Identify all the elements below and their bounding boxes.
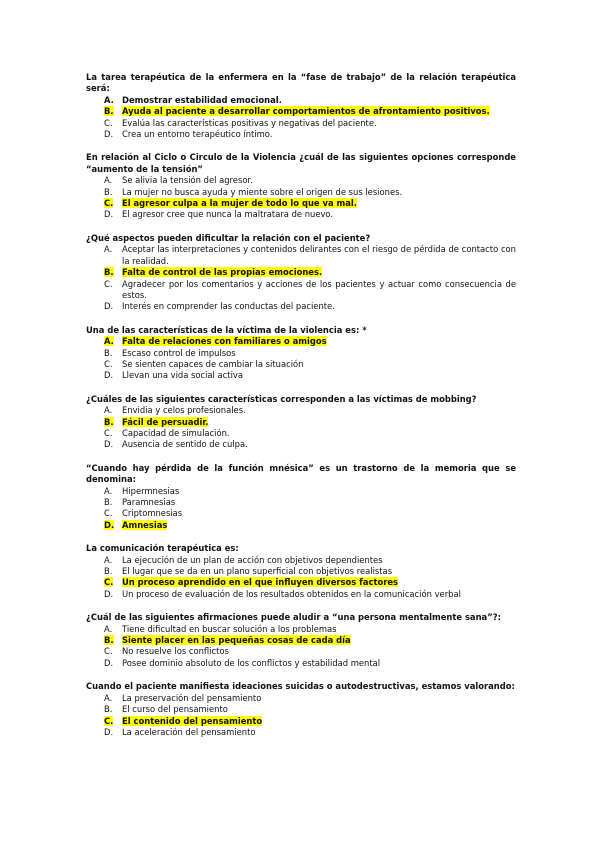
option-text — [122, 508, 516, 519]
option-letter-text: B. — [104, 497, 113, 507]
option-text-content: La mujer no busca ayuda y miente sobre el origen de sus lesiones. — [122, 186, 403, 197]
option-letter-text: C. — [104, 117, 113, 128]
answer-option-highlighted — [86, 106, 516, 117]
option-letter — [86, 635, 122, 646]
answer-option — [86, 727, 516, 738]
option-text — [122, 370, 516, 381]
answer-options — [86, 405, 516, 451]
option-letter — [86, 555, 122, 566]
option-text — [122, 129, 516, 140]
option-letter-text: B. — [104, 704, 113, 715]
option-text — [122, 428, 516, 439]
answer-options — [86, 244, 516, 312]
option-text-content: Aceptar las interpretaciones y contenidos delirantes con el riesgo de pérdida de contacto con la realidad. — [122, 244, 516, 266]
option-text-content: La aceleración del pensamiento — [122, 726, 256, 737]
answer-options — [86, 486, 516, 532]
option-text — [122, 244, 516, 267]
option-letter-text: D. — [104, 657, 114, 668]
option-text-content: Falta de control de las propias emociones. — [122, 267, 323, 278]
option-text — [122, 693, 516, 704]
option-letter — [86, 727, 122, 738]
option-letter — [86, 704, 122, 715]
option-text — [122, 658, 516, 669]
answer-option — [86, 405, 516, 416]
option-letter — [86, 175, 122, 186]
answer-option-highlighted — [86, 635, 516, 646]
option-text — [122, 497, 516, 508]
answer-option-highlighted — [86, 520, 516, 531]
option-letter — [86, 187, 122, 198]
option-text-content: Tiene dificultad en buscar solución a los problemas — [122, 623, 337, 634]
answer-option — [86, 439, 516, 450]
option-text-content: Envidia y celos profesionales. — [122, 405, 246, 416]
option-letter — [86, 209, 122, 220]
option-letter-text: A. — [104, 554, 113, 565]
option-letter-text: C. — [104, 646, 113, 657]
option-text — [122, 417, 516, 428]
question-list — [86, 72, 516, 750]
option-text — [122, 566, 516, 577]
answer-option — [86, 209, 516, 220]
answer-option — [86, 244, 516, 267]
option-letter-text: D. — [104, 519, 115, 530]
option-text-content: Crea un entorno terapéutico íntimo. — [122, 129, 273, 140]
answer-option-highlighted — [86, 267, 516, 278]
option-text-content: Criptomnesias — [122, 508, 183, 519]
question-block — [86, 463, 516, 531]
option-text-content: Capacidad de simulación. — [122, 427, 230, 438]
option-letter — [86, 693, 122, 704]
option-letter-text: A. — [104, 94, 114, 105]
option-text — [122, 359, 516, 370]
option-text — [122, 95, 516, 106]
option-text-content: Amnesias — [122, 519, 168, 530]
option-text-content: Ayuda al paciente a desarrollar comportamientos de afrontamiento positivos. — [122, 106, 490, 117]
option-letter — [86, 417, 122, 428]
option-text — [122, 727, 516, 738]
option-letter — [86, 336, 122, 347]
option-letter — [86, 520, 122, 531]
option-text-content: Un proceso de evaluación de los resultados obtenidos en la comunicación verbal — [122, 588, 461, 599]
option-text-content: El contenido del pensamiento — [122, 715, 263, 726]
answer-option-highlighted — [86, 198, 516, 209]
option-text-content: Hipermnesias — [122, 485, 180, 496]
option-letter-text: D. — [104, 588, 114, 599]
option-letter-text: D. — [104, 726, 114, 737]
option-text-content: Evalúa las características positivas y negativas del paciente. — [122, 117, 377, 128]
option-letter-text: A. — [104, 244, 113, 255]
option-letter-text: C. — [104, 198, 114, 209]
option-text — [122, 279, 516, 302]
option-text-content: La ejecución de un plan de acción con objetivos dependientes — [122, 554, 383, 565]
option-text — [122, 589, 516, 600]
answer-option — [86, 693, 516, 704]
option-letter-text: B. — [104, 347, 113, 358]
option-letter — [86, 279, 122, 290]
option-letter — [86, 359, 122, 370]
option-text — [122, 520, 516, 531]
option-letter-text: A. — [104, 623, 113, 634]
answer-options — [86, 336, 516, 382]
option-letter — [86, 589, 122, 600]
option-text — [122, 348, 516, 359]
option-text — [122, 646, 516, 657]
option-text — [122, 187, 516, 198]
option-letter — [86, 646, 122, 657]
option-letter-text: B. — [104, 416, 114, 427]
question-title: La comunicación terapéutica es: — [86, 543, 239, 554]
option-text — [122, 486, 516, 497]
option-text-content: Falta de relaciones con familiares o amigos — [122, 336, 327, 347]
answer-option — [86, 301, 516, 312]
question-block — [86, 543, 516, 600]
option-letter — [86, 624, 122, 635]
option-letter-text: D. — [104, 129, 114, 140]
answer-option — [86, 508, 516, 519]
option-letter — [86, 508, 122, 519]
answer-option — [86, 359, 516, 370]
option-text-content: No resuelve los conflictos — [122, 646, 229, 657]
option-text — [122, 439, 516, 450]
answer-option — [86, 497, 516, 508]
option-letter-text: C. — [104, 508, 113, 519]
option-letter — [86, 497, 122, 508]
option-letter-text: C. — [104, 278, 113, 289]
option-letter-text: B. — [104, 267, 114, 278]
option-letter — [86, 658, 122, 669]
question-title: Cuando el paciente manifiesta ideaciones suicidas o autodestructivas, estamos valorando: — [86, 681, 515, 692]
option-text-content: Se sienten capaces de cambiar la situación — [122, 358, 304, 369]
option-letter-text: C. — [104, 427, 113, 438]
option-text — [122, 301, 516, 312]
question-block — [86, 394, 516, 451]
option-text-content: Fácil de persuadir. — [122, 416, 209, 427]
option-letter-text: A. — [104, 485, 113, 496]
option-text-content: Interés en comprender las conductas del paciente. — [122, 301, 335, 312]
question-block — [86, 325, 516, 382]
option-text — [122, 336, 516, 347]
answer-option — [86, 589, 516, 600]
option-text-content: Un proceso aprendido en el que influyen diversos factores — [122, 577, 398, 588]
option-letter-text: A. — [104, 405, 113, 416]
question-title: Una de las características de la víctima de la violencia es: * — [86, 324, 367, 335]
option-text-content: La preservación del pensamiento — [122, 692, 262, 703]
option-text-content: Ausencia de sentido de culpa. — [122, 439, 248, 450]
option-letter — [86, 267, 122, 278]
answer-option — [86, 118, 516, 129]
answer-option — [86, 624, 516, 635]
option-text-content: El lugar que se da en un plano superficial con objetivos realistas — [122, 566, 393, 577]
option-letter-text: D. — [104, 209, 114, 220]
question-block — [86, 72, 516, 140]
answer-option — [86, 175, 516, 186]
answer-option — [86, 658, 516, 669]
option-text — [122, 635, 516, 646]
answer-option — [86, 486, 516, 497]
answer-option — [86, 428, 516, 439]
option-text-content: Llevan una vida social activa — [122, 370, 243, 381]
answer-options — [86, 693, 516, 739]
question-title: La tarea terapéutica de la enfermera en la “fase de trabajo” de la relación terapéutica será: — [86, 72, 516, 94]
answer-option — [86, 704, 516, 715]
option-letter — [86, 348, 122, 359]
option-text — [122, 175, 516, 186]
answer-option — [86, 646, 516, 657]
option-letter — [86, 370, 122, 381]
option-letter — [86, 95, 122, 106]
answer-option — [86, 566, 516, 577]
answer-options — [86, 624, 516, 670]
option-text — [122, 198, 516, 209]
option-text — [122, 106, 516, 117]
option-letter-text: B. — [104, 106, 114, 117]
option-letter-text: B. — [104, 186, 113, 197]
question-block — [86, 233, 516, 313]
option-letter — [86, 118, 122, 129]
answer-option — [86, 348, 516, 359]
question-title: ¿Cuál de las siguientes afirmaciones puede aludir a “una persona mentalmente sana”?: — [86, 612, 501, 623]
question-block — [86, 612, 516, 669]
option-letter-text: C. — [104, 577, 114, 588]
option-text — [122, 716, 516, 727]
option-letter-text: D. — [104, 439, 114, 450]
option-letter — [86, 566, 122, 577]
option-text — [122, 704, 516, 715]
answer-option-highlighted — [86, 417, 516, 428]
option-letter — [86, 405, 122, 416]
option-text-content: El agresor cree que nunca la maltratara de nuevo. — [122, 209, 334, 220]
option-letter — [86, 716, 122, 727]
option-text — [122, 209, 516, 220]
option-text-content: Demostrar estabilidad emocional. — [122, 94, 282, 105]
question-block — [86, 681, 516, 738]
option-letter — [86, 486, 122, 497]
option-letter — [86, 301, 122, 312]
option-letter — [86, 428, 122, 439]
question-title: “Cuando hay pérdida de la función mnésica” es un trastorno de la memoria que se denomina: — [86, 462, 516, 485]
option-text-content: Posee dominio absoluto de los conflictos y estabilidad mental — [122, 657, 381, 668]
answer-option-highlighted — [86, 716, 516, 727]
answer-option — [86, 129, 516, 140]
answer-option — [86, 187, 516, 198]
option-letter-text: A. — [104, 336, 114, 347]
option-letter — [86, 577, 122, 588]
answer-option-highlighted — [86, 336, 516, 347]
option-letter — [86, 244, 122, 255]
answer-option — [86, 370, 516, 381]
option-text — [122, 577, 516, 588]
answer-options — [86, 95, 516, 141]
question-block — [86, 152, 516, 220]
option-letter-text: D. — [104, 370, 114, 381]
option-text — [122, 267, 516, 278]
option-letter-text: B. — [104, 566, 113, 577]
option-letter-text: A. — [104, 175, 113, 186]
option-letter-text: B. — [104, 635, 114, 646]
option-letter — [86, 198, 122, 209]
option-text — [122, 624, 516, 635]
option-text-content: Paramnesias — [122, 497, 176, 507]
option-text-content: Se alivia la tensión del agresor. — [122, 175, 253, 186]
option-text-content: Siente placer en las pequeñas cosas de cada día — [122, 635, 351, 646]
option-text — [122, 118, 516, 129]
option-letter-text: D. — [104, 301, 114, 312]
option-letter-text: C. — [104, 715, 114, 726]
option-letter-text: A. — [104, 692, 113, 703]
option-letter — [86, 439, 122, 450]
option-text — [122, 405, 516, 416]
option-text-content: Agradecer por los comentarios y acciones de los pacientes y actuar como consecuencia de estos. — [122, 278, 516, 300]
answer-options — [86, 175, 516, 221]
answer-options — [86, 555, 516, 601]
question-title: En relación al Ciclo o Circulo de la Violencia ¿cuál de las siguientes opciones corresponde “aumento de la tensión” — [86, 152, 516, 174]
option-text-content: El agresor culpa a la mujer de todo lo que va mal. — [122, 198, 357, 209]
answer-option — [86, 279, 516, 302]
question-title: ¿Qué aspectos pueden dificultar la relación con el paciente? — [86, 232, 371, 243]
option-text-content: El curso del pensamiento — [122, 704, 228, 715]
option-letter — [86, 106, 122, 117]
option-letter-text: C. — [104, 358, 113, 369]
answer-option — [86, 555, 516, 566]
question-title: ¿Cuáles de las siguientes características corresponden a las víctimas de mobbing? — [86, 393, 477, 404]
answer-option-highlighted — [86, 577, 516, 588]
option-text — [122, 555, 516, 566]
option-letter — [86, 129, 122, 140]
option-text-content: Escaso control de impulsos — [122, 347, 236, 358]
answer-option — [86, 95, 516, 106]
